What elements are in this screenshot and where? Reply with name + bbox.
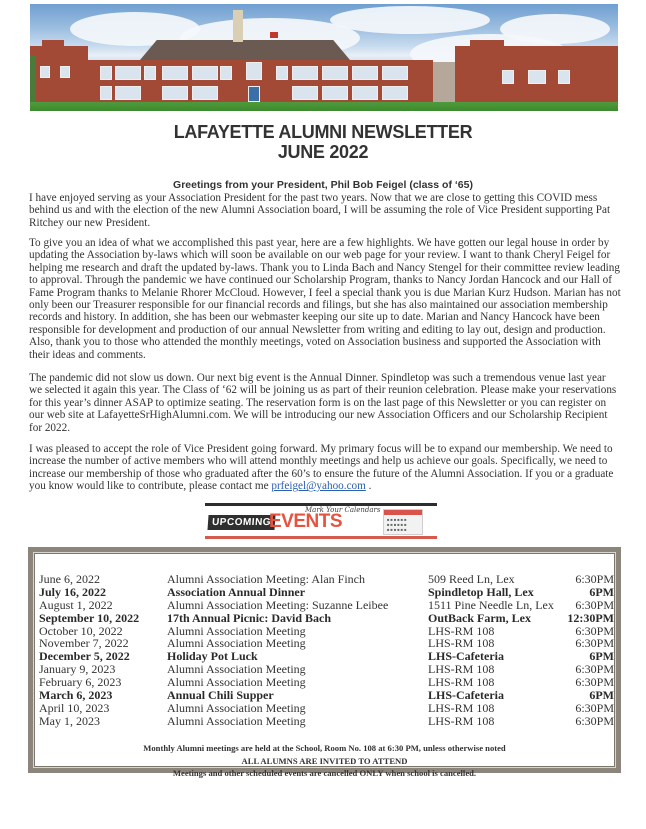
notes-meeting-location: Monthly Alumni meetings are held at the School, Room No. 108 at 6:30 PM, unless otherwise noted: [143, 743, 506, 753]
event-date: November 7, 2022: [39, 636, 129, 651]
event-row: [39, 599, 614, 612]
email-link[interactable]: prfeigel@yahoo.com: [271, 480, 366, 493]
event-name: 17th Annual Picnic: David Bach: [167, 610, 332, 625]
notes-cancellation: Meetings and other scheduled events are cancelled ONLY when school is cancelled.: [172, 768, 477, 778]
greeting-heading: Greetings from your President, Phil Bob Feigel (class of ‘65): [173, 179, 473, 191]
notes-invitation: ALL ALUMNS ARE INVITED TO ATTEND: [241, 755, 408, 766]
event-row: [39, 676, 614, 689]
event-location: LHS-RM 108: [428, 662, 495, 677]
event-location: 509 Reed Ln, Lex: [428, 572, 515, 586]
newsletter-date: JUNE 2022: [277, 142, 369, 162]
events-label: EVENTS: [269, 511, 343, 532]
event-location: LHS-RM 108: [428, 713, 495, 728]
event-name: Annual Chili Supper: [167, 688, 274, 703]
event-row: [39, 573, 614, 586]
event-name: Alumni Association Meeting: [167, 662, 306, 677]
upcoming-events-banner: [205, 503, 437, 541]
event-time: 6:30PM: [575, 623, 614, 638]
event-time: 6:30PM: [575, 572, 614, 586]
event-location: LHS-Cafeteria: [428, 688, 504, 703]
event-row: [39, 663, 614, 676]
event-row: [39, 612, 614, 625]
event-date: June 6, 2022: [39, 572, 100, 586]
events-notes: [33, 742, 616, 780]
event-time: 6:30PM: [575, 597, 614, 612]
event-date: May 1, 2023: [39, 713, 100, 728]
event-name: Alumni Association Meeting: Alan Finch: [167, 572, 365, 586]
event-time: 6PM: [589, 688, 614, 703]
event-row: [39, 689, 614, 702]
event-date: October 10, 2022: [39, 623, 123, 638]
newsletter-title: LAFAYETTE ALUMNI NEWSLETTER: [173, 122, 473, 142]
event-date: February 6, 2023: [39, 675, 122, 690]
paragraph-end: .: [365, 480, 372, 493]
event-name: Association Annual Dinner: [167, 584, 306, 599]
event-time: 6:30PM: [575, 636, 614, 651]
event-time: 6:30PM: [575, 662, 614, 677]
event-location: LHS-RM 108: [428, 636, 495, 651]
event-name: Alumni Association Meeting: [167, 700, 306, 715]
event-name: Alumni Association Meeting: [167, 675, 306, 690]
event-location: LHS-RM 108: [428, 700, 495, 715]
mark-your-calendars-tagline: Mark Your Calendars: [305, 506, 381, 514]
paragraph-annual-dinner: The pandemic did not slow us down. Our next big event is the Annual Dinner. Spindletop was such a tremendous venue last year we selected it again this year. The Class of ‘62 will be joining us as part of their reunion celebration. Please make your reservations for this year’s dinner ASAP to optimize seating. The reservation form is on the last page of this Newsletter or you can register on our web site at LafayetteSrHighAlumni.com. We will be introducing our new Association Officers and our Scholarship Recipient for 2022.: [29, 372, 617, 434]
events-table: [39, 573, 614, 728]
event-row: [39, 702, 614, 715]
event-row: [39, 586, 614, 599]
event-date: April 10, 2023: [39, 700, 110, 715]
event-date: March 6, 2023: [39, 688, 113, 703]
event-time: 12:30PM: [567, 610, 614, 625]
school-building-photo: [30, 4, 618, 111]
event-date: January 9, 2023: [39, 662, 116, 677]
event-date: July 16, 2022: [39, 584, 107, 599]
event-name: Alumni Association Meeting: Suzanne Leibee: [167, 597, 389, 612]
event-date: September 10, 2022: [39, 610, 140, 625]
event-date: December 5, 2022: [39, 649, 130, 664]
calendar-icon: ■■■■■■ ■■■■■■ ■■■■■■: [383, 509, 423, 535]
paragraph-vice-president-text: I was pleased to accept the role of Vice President going forward. My primary focus will be to expand our membership. We need to increase the number of active members who will attend monthly meetings and help us achieve our goals. Specifically, we need to increase our membership of those who graduated after the 60’s to ensure the future of the Alumni Association. If you or a graduate you know would like to contribute, please contact me: [29, 443, 614, 493]
event-location: LHS-RM 108: [428, 675, 495, 690]
paragraph-vice-president: [29, 443, 621, 493]
event-location: LHS-Cafeteria: [428, 649, 504, 664]
event-name: Alumni Association Meeting: [167, 713, 306, 728]
event-date: August 1, 2022: [39, 597, 113, 612]
event-name: Alumni Association Meeting: [167, 636, 306, 651]
paragraph-intro: I have enjoyed serving as your Association President for the past two years. Now that we are close to getting this COVID mess behind us and with the election of the new Alumni Association board, I will be assuming the role of Vice President supporting Pat Ritchey our new President.: [29, 192, 611, 229]
event-time: 6PM: [589, 649, 614, 664]
event-time: 6:30PM: [575, 675, 614, 690]
flag: [270, 32, 278, 38]
event-row: [39, 715, 614, 728]
event-row: [39, 650, 614, 663]
event-location: 1511 Pine Needle Ln, Lex: [428, 597, 554, 612]
event-name: Holiday Pot Luck: [167, 649, 258, 664]
event-time: 6:30PM: [575, 713, 614, 728]
event-location: OutBack Farm, Lex: [428, 610, 531, 625]
event-location: Spindletop Hall, Lex: [428, 584, 534, 599]
event-location: LHS-RM 108: [428, 623, 495, 638]
event-time: 6:30PM: [575, 700, 614, 715]
event-time: 6PM: [589, 584, 614, 599]
event-name: Alumni Association Meeting: [167, 623, 306, 638]
events-schedule-frame: [28, 547, 621, 778]
upcoming-label: UPCOMING: [207, 515, 275, 530]
paragraph-highlights: To give you an idea of what we accomplished this past year, here are a few highlights. We have gotten our legal house in order by updating the Association by-laws which will soon be available on our web page for your review. I want to thank Cheryl Feigel for helping me research and draft the updated by-laws. Thank you to Linda Bach and Nancy Stengel for their committee review leading to approval. Through the pandemic we have continued our Scholarship Program, thanks to Nancy Jordan Hancock and our Hall of Fame Program thanks to Melanie Rhorer McCloud. However, I feel a special thank you is due Marian Kurz Hudson. Marian has not only been our Treasurer responsible for our financial records and filings, but she has also maintained our association membership records and history. In addition, she has been our webmaster keeping our site up to date. Marian and Nancy Hancock have been responsible for development and production of our annual Newsletter from writing and editing to lay out, design and production. Also, thank you to those who attended the monthly meetings, voted on Association business and supported the Association with their ideas and comments.: [29, 237, 621, 361]
